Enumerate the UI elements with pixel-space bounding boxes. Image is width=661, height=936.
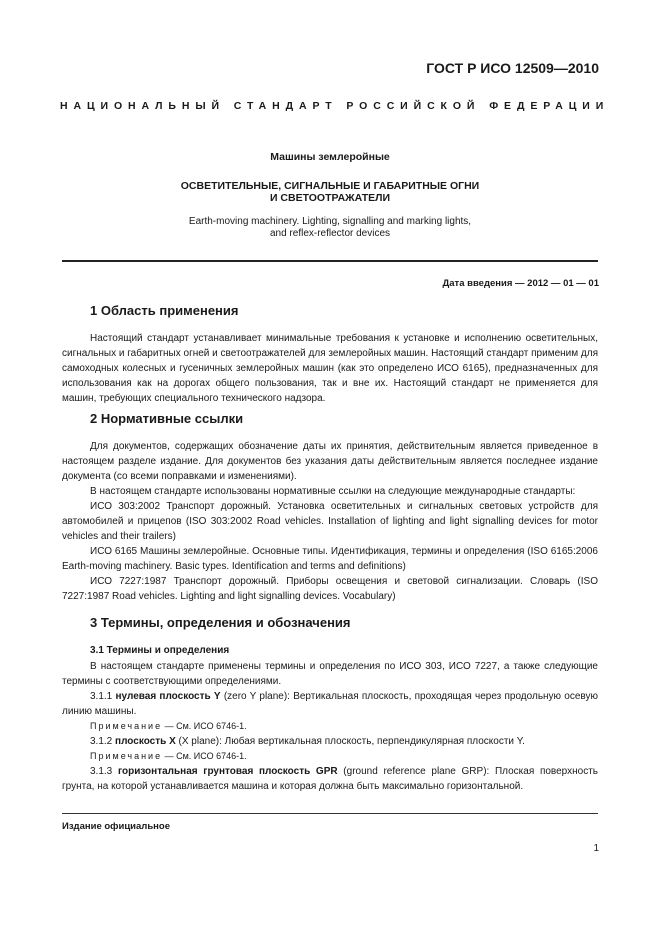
term-3-1-3 [62,764,598,794]
english-title-line1: Earth-moving machinery. Lighting, signalling and marking lights, [188,216,472,227]
term-name: горизонтальная грунтовая плоскость GPR [117,766,338,777]
term-definition: (X plane): Любая вертикальная плоскость, перпендикулярная плоскости Y. [178,736,525,747]
title-category: Машины землеройные [270,151,390,163]
reference-iso303: ИСО 303:2002 Транспорт дорожный. Установка осветительных и сигнальных световых устройств для автомобилей и прицепов (ISO 303:2002 Road vehicles. Installation of lighting and light signalling devices for motor vehicles and their trailers) [62,501,598,542]
term-definition: (zero Y plane): Вертикальная плоскость, проходящая через продольную осевую линию машины. [62,691,599,717]
term-number: 3.1.2 [90,736,113,747]
reference-iso7227: ИСО 7227:1987 Транспорт дорожный. Приборы освещения и световой сигнализации. Словарь (ISO 7227:1987 Road vehicles. Lighting and light signalling devices. Vocabulary) [62,576,598,602]
section1-body [62,331,598,406]
section3-body [62,659,598,794]
reference-iso6165: ИСО 6165 Машины землеройные. Основные типы. Идентификация, термины и определения (ISO 6165:2006 Earth-moving machinery. Basic types. Identification and terms and definitions) [62,546,598,572]
note-text: — См. ИСО 6746-1. [164,751,247,761]
introduction-date: Дата введения — 2012 — 01 — 01 [442,278,599,289]
document-code: ГОСТ Р ИСО 12509—2010 [426,60,599,76]
main-title-line2: И СВЕТООТРАЖАТЕЛИ [269,192,391,204]
footer-divider [62,813,598,814]
section3-paragraph1: В настоящем стандарте применены термины и определения по ИСО 303, ИСО 7227, а также следующие термины с соответствующими определениями. [62,661,598,687]
english-title [60,216,600,240]
term-name: плоскость X [115,736,176,747]
title-divider [62,260,598,262]
term-3-1-1 [62,689,598,719]
section2-paragraph1: Для документов, содержащих обозначение даты их принятия, действительным является приведенное в настоящем разделе издание. Для документов без указания даты действительным является последнее издание документа (со всеми поправками и изменениями). [62,441,598,482]
term-definition: (ground reference plane GRP): Плоская поверхность грунта, на которой устанавливается машина и которая должна быть максимально горизонтальной. [62,766,599,792]
term-3-1-2 [62,734,598,749]
national-standard-banner: НАЦИОНАЛЬНЫЙ СТАНДАРТ РОССИЙСКОЙ ФЕДЕРАЦИИ [60,100,610,112]
official-edition-label: Издание официальное [62,821,170,832]
main-title-line1: ОСВЕТИТЕЛЬНЫЕ, СИГНАЛЬНЫЕ И ГАБАРИТНЫЕ ОГНИ [180,180,480,192]
note-1 [62,719,598,734]
term-number: 3.1.1 [90,691,113,702]
note-2 [62,749,598,764]
main-title [60,180,600,204]
term-name: нулевая плоскость Y [115,691,221,702]
note-label: Примечание [90,721,163,731]
section1-heading: 1 Область применения [90,303,239,318]
english-title-line2: and reflex-reflector devices [269,228,391,239]
subsection-3-1-heading: 3.1 Термины и определения [90,645,230,656]
note-label: Примечание [90,751,163,761]
section2-heading: 2 Нормативные ссылки [90,411,244,426]
section3-heading: 3 Термины, определения и обозначения [90,615,351,630]
note-text: — См. ИСО 6746-1. [164,721,247,731]
section2-paragraph2: В настоящем стандарте использованы нормативные ссылки на следующие международные стандарты: [90,486,576,497]
section1-paragraph: Настоящий стандарт устанавливает минимальные требования к установке и исполнению осветительных, сигнальных и габаритных огней и светоотражателей для землеройных машин. Настоящий стандарт применим для самоходных колесных и гусеничных землеройных машин (как это определено ИСО 6165), предназначенных для использования как на дорогах общего пользования, так и вне их. Настоящий стандарт не применяется для машин, требующих специального технического надзора. [62,333,598,404]
section2-body [62,439,598,604]
page-number: 1 [593,843,599,854]
term-number: 3.1.3 [90,766,113,777]
